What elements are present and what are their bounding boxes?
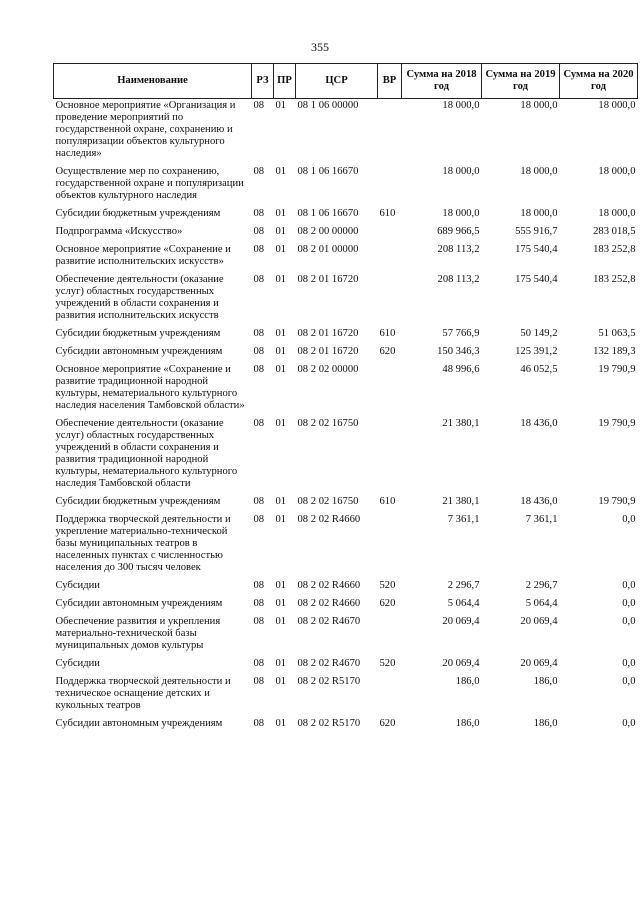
table-row — [54, 579, 638, 597]
row-sum-2019: 7 361,1 — [525, 514, 558, 525]
row-csr: 08 2 02 R5170 — [297, 676, 361, 687]
row-sum-2019: 20 069,4 — [520, 658, 558, 669]
row-name: Субсидии — [55, 580, 100, 591]
row-vr — [378, 165, 402, 207]
row-vr: 620 — [379, 598, 396, 609]
row-sum-2019: 186,0 — [533, 718, 558, 729]
page-number: 355 — [311, 40, 329, 54]
row-name: Субсидии бюджетным учреждениям — [55, 208, 221, 219]
row-sum-2019: 175 540,4 — [515, 274, 558, 285]
row-sum-2018: 18 000,0 — [442, 208, 480, 219]
table-row — [54, 513, 638, 579]
row-rz: 08 — [253, 208, 265, 219]
table-row — [54, 207, 638, 225]
row-sum-2018: 208 113,2 — [437, 244, 480, 255]
row-sum-2018: 48 996,6 — [442, 364, 480, 375]
row-sum-2020: 0,0 — [622, 676, 636, 687]
row-sum-2020: 0,0 — [622, 514, 636, 525]
table-row — [54, 99, 638, 166]
table-row — [54, 273, 638, 327]
row-sum-2020: 0,0 — [622, 580, 636, 591]
row-sum-2020: 183 252,8 — [593, 274, 636, 285]
row-vr: 620 — [379, 718, 396, 729]
row-sum-2020: 18 000,0 — [598, 100, 636, 111]
row-vr: 520 — [379, 658, 396, 669]
row-name: Основное мероприятие «Сохранение и развитие традиционной народной культуры, нематериального культурного наследия населения Тамбовской области» — [55, 364, 245, 411]
row-rz: 08 — [253, 598, 265, 609]
row-vr: 610 — [379, 496, 396, 507]
row-rz: 08 — [253, 100, 265, 111]
row-rz: 08 — [253, 226, 265, 237]
row-sum-2018: 21 380,1 — [442, 496, 480, 507]
table-body — [54, 99, 638, 736]
row-sum-2019: 5 064,4 — [525, 598, 558, 609]
row-csr: 08 2 00 00000 — [297, 226, 359, 237]
row-vr: 610 — [379, 208, 396, 219]
row-pr: 01 — [275, 364, 287, 375]
row-name: Обеспечение деятельности (оказание услуг) областных государственных учреждений в области сохранения и развития традиционной народной культуры, нематериального культурного наследия Тамбовской области — [55, 418, 238, 489]
header-sum-2020: Сумма на 2020 год — [560, 64, 638, 99]
row-csr: 08 1 06 16670 — [297, 166, 359, 177]
row-vr: 520 — [379, 580, 396, 591]
row-name: Основное мероприятие «Организация и проведение мероприятий по государственной охране, сохранению и популяризации объектов культурного наследия» — [55, 100, 236, 159]
row-csr: 08 2 02 16750 — [297, 496, 359, 507]
row-pr: 01 — [275, 676, 287, 687]
row-rz: 08 — [253, 718, 265, 729]
header-csr: ЦСР — [296, 64, 378, 99]
header-name: Наименование — [54, 64, 252, 99]
budget-table — [53, 63, 638, 735]
row-name: Субсидии автономным учреждениям — [55, 598, 223, 609]
header-vr: ВР — [378, 64, 402, 99]
row-name: Осуществление мер по сохранению, государственной охране и популяризации объектов культурного наследия — [55, 166, 244, 201]
row-sum-2020: 132 189,3 — [593, 346, 636, 357]
row-name: Поддержка творческой деятельности и техническое оснащение детских и кукольных театров — [55, 676, 231, 711]
row-sum-2018: 57 766,9 — [442, 328, 480, 339]
row-sum-2018: 186,0 — [455, 676, 480, 687]
row-pr: 01 — [275, 496, 287, 507]
row-name: Субсидии автономным учреждениям — [55, 346, 223, 357]
row-name: Субсидии бюджетным учреждениям — [55, 496, 221, 507]
row-vr: 610 — [379, 328, 396, 339]
row-name: Субсидии — [55, 658, 100, 669]
row-pr: 01 — [275, 208, 287, 219]
row-pr: 01 — [275, 616, 287, 627]
row-sum-2019: 50 149,2 — [520, 328, 558, 339]
row-sum-2019: 18 436,0 — [520, 418, 558, 429]
row-sum-2019: 175 540,4 — [515, 244, 558, 255]
row-sum-2018: 18 000,0 — [442, 100, 480, 111]
row-csr: 08 1 06 00000 — [297, 100, 359, 111]
table-row — [54, 717, 638, 735]
row-rz: 08 — [253, 346, 265, 357]
row-sum-2018: 186,0 — [455, 718, 480, 729]
row-csr: 08 2 02 00000 — [297, 364, 359, 375]
row-name: Поддержка творческой деятельности и укрепление материально-технической базы муниципальных театров в населенных пунктах с численностью населения до 300 тысяч человек — [55, 514, 231, 573]
row-vr — [378, 513, 402, 579]
row-rz: 08 — [253, 658, 265, 669]
row-name: Основное мероприятие «Сохранение и развитие исполнительских искусств» — [55, 244, 231, 267]
row-name: Подпрограмма «Искусство» — [55, 226, 183, 237]
row-sum-2019: 555 916,7 — [515, 226, 558, 237]
header-sum-2018: Сумма на 2018 год — [402, 64, 482, 99]
row-csr: 08 2 02 R4660 — [297, 514, 361, 525]
row-vr — [378, 417, 402, 495]
row-rz: 08 — [253, 166, 265, 177]
table-row — [54, 225, 638, 243]
row-sum-2019: 125 391,2 — [515, 346, 558, 357]
row-csr: 08 2 02 R4660 — [297, 580, 361, 591]
row-pr: 01 — [275, 346, 287, 357]
header-rz: РЗ — [252, 64, 274, 99]
row-vr — [378, 225, 402, 243]
table-row — [54, 345, 638, 363]
row-rz: 08 — [253, 364, 265, 375]
table-row — [54, 597, 638, 615]
row-sum-2019: 18 000,0 — [520, 100, 558, 111]
row-name: Обеспечение развития и укрепления материально-технической базы муниципальных домов культуры — [55, 616, 221, 651]
row-sum-2018: 20 069,4 — [442, 616, 480, 627]
row-vr: 620 — [379, 346, 396, 357]
row-pr: 01 — [275, 100, 287, 111]
row-csr: 08 2 02 R4670 — [297, 658, 361, 669]
row-rz: 08 — [253, 274, 265, 285]
row-vr — [378, 273, 402, 327]
row-rz: 08 — [253, 496, 265, 507]
row-sum-2018: 5 064,4 — [447, 598, 480, 609]
row-rz: 08 — [253, 328, 265, 339]
table-row — [54, 165, 638, 207]
row-csr: 08 2 01 00000 — [297, 244, 359, 255]
row-vr — [378, 675, 402, 717]
row-csr: 08 1 06 16670 — [297, 208, 359, 219]
header-sum-2019: Сумма на 2019 год — [482, 64, 560, 99]
row-name: Субсидии бюджетным учреждениям — [55, 328, 221, 339]
row-name: Обеспечение деятельности (оказание услуг) областных государственных учреждений в области сохранения и развития исполнительских искусств — [55, 274, 224, 321]
row-sum-2020: 0,0 — [622, 718, 636, 729]
row-pr: 01 — [275, 166, 287, 177]
row-sum-2019: 18 000,0 — [520, 208, 558, 219]
row-vr — [378, 615, 402, 657]
row-vr — [378, 243, 402, 273]
row-sum-2019: 18 000,0 — [520, 166, 558, 177]
row-pr: 01 — [275, 244, 287, 255]
table-row — [54, 417, 638, 495]
row-sum-2020: 18 000,0 — [598, 208, 636, 219]
row-pr: 01 — [275, 418, 287, 429]
row-pr: 01 — [275, 226, 287, 237]
row-sum-2020: 0,0 — [622, 616, 636, 627]
row-rz: 08 — [253, 244, 265, 255]
row-csr: 08 2 01 16720 — [297, 346, 359, 357]
row-vr — [378, 363, 402, 417]
row-rz: 08 — [253, 514, 265, 525]
row-sum-2019: 18 436,0 — [520, 496, 558, 507]
row-sum-2020: 19 790,9 — [598, 364, 636, 375]
row-sum-2018: 150 346,3 — [437, 346, 480, 357]
row-sum-2019: 20 069,4 — [520, 616, 558, 627]
row-sum-2019: 186,0 — [533, 676, 558, 687]
table-row — [54, 675, 638, 717]
row-rz: 08 — [253, 418, 265, 429]
row-sum-2019: 2 296,7 — [525, 580, 558, 591]
table-header-row — [54, 64, 638, 99]
row-sum-2020: 183 252,8 — [593, 244, 636, 255]
row-sum-2020: 0,0 — [622, 598, 636, 609]
table-row — [54, 243, 638, 273]
row-sum-2018: 2 296,7 — [447, 580, 480, 591]
header-pr: ПР — [274, 64, 296, 99]
row-csr: 08 2 01 16720 — [297, 274, 359, 285]
row-csr: 08 2 02 R4660 — [297, 598, 361, 609]
row-rz: 08 — [253, 580, 265, 591]
row-csr: 08 2 02 R4670 — [297, 616, 361, 627]
row-sum-2020: 0,0 — [622, 658, 636, 669]
row-sum-2018: 18 000,0 — [442, 166, 480, 177]
row-sum-2018: 208 113,2 — [437, 274, 480, 285]
row-pr: 01 — [275, 274, 287, 285]
table-row — [54, 657, 638, 675]
row-csr: 08 2 01 16720 — [297, 328, 359, 339]
row-sum-2018: 689 966,5 — [437, 226, 480, 237]
table-row — [54, 363, 638, 417]
row-csr: 08 2 02 R5170 — [297, 718, 361, 729]
row-pr: 01 — [275, 598, 287, 609]
row-sum-2018: 7 361,1 — [447, 514, 480, 525]
row-name: Субсидии автономным учреждениям — [55, 718, 223, 729]
row-pr: 01 — [275, 658, 287, 669]
table-row — [54, 615, 638, 657]
row-sum-2018: 21 380,1 — [442, 418, 480, 429]
row-rz: 08 — [253, 616, 265, 627]
row-pr: 01 — [275, 580, 287, 591]
row-pr: 01 — [275, 328, 287, 339]
row-rz: 08 — [253, 676, 265, 687]
row-csr: 08 2 02 16750 — [297, 418, 359, 429]
row-sum-2020: 51 063,5 — [598, 328, 636, 339]
row-pr: 01 — [275, 514, 287, 525]
row-vr — [378, 99, 402, 166]
table-row — [54, 495, 638, 513]
row-sum-2018: 20 069,4 — [442, 658, 480, 669]
row-pr: 01 — [275, 718, 287, 729]
row-sum-2020: 283 018,5 — [593, 226, 636, 237]
row-sum-2020: 19 790,9 — [598, 496, 636, 507]
table-row — [54, 327, 638, 345]
row-sum-2020: 18 000,0 — [598, 166, 636, 177]
row-sum-2020: 19 790,9 — [598, 418, 636, 429]
row-sum-2019: 46 052,5 — [520, 364, 558, 375]
